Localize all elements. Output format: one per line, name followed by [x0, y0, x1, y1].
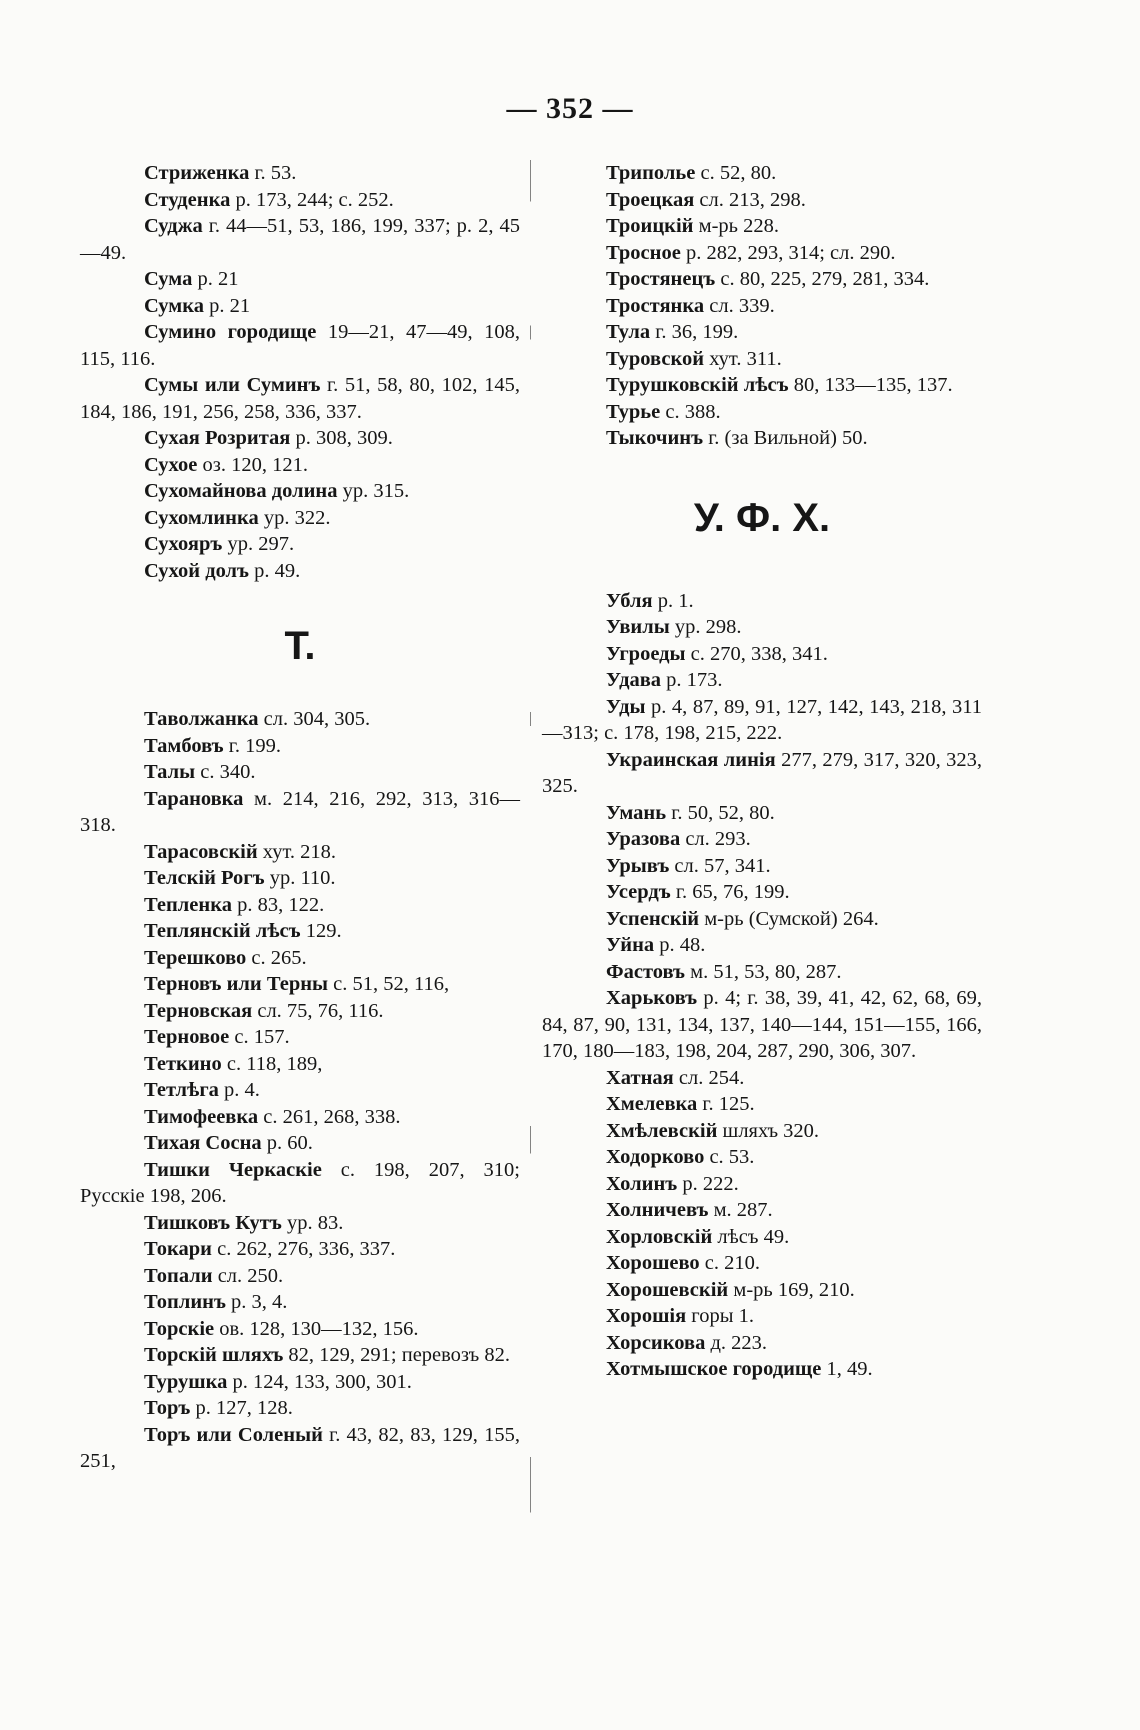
left-entries-bottom	[80, 706, 520, 1475]
index-entry	[80, 1077, 520, 1104]
index-entry	[542, 879, 982, 906]
index-entry-references: м-рь 169, 210.	[728, 1278, 855, 1301]
index-entry-heading: Хорошевскій	[606, 1278, 729, 1301]
index-entry-references: сл. 304, 305.	[258, 708, 371, 730]
index-entry-references: р. 83, 122.	[231, 893, 325, 916]
index-entry-references: хут. 311.	[704, 347, 782, 370]
index-entry-references: ур. 83.	[281, 1211, 344, 1234]
index-entry	[80, 1236, 520, 1263]
index-entry-heading: Сухомайнова долина	[144, 480, 338, 502]
index-entry	[542, 826, 982, 853]
index-entry	[542, 1065, 982, 1092]
index-entry-heading: Тарановка	[144, 787, 244, 810]
index-entry	[542, 1277, 982, 1304]
index-entry-heading: Сухомлинка	[144, 506, 259, 529]
index-entry-heading: Сумино городище	[144, 321, 317, 343]
page-number: — 352 —	[506, 92, 634, 125]
index-entry-heading: Торскій шляхъ	[144, 1344, 284, 1366]
index-entry	[80, 478, 520, 505]
index-entry-heading: Холничевъ	[606, 1199, 709, 1221]
index-entry-references: м. 287.	[708, 1199, 773, 1221]
index-entry-references: г. 125.	[697, 1093, 755, 1115]
index-entry	[542, 614, 982, 641]
index-entry-references: р. 4.	[218, 1079, 260, 1101]
index-entry	[80, 998, 520, 1025]
index-entry-heading: Сухой долъ	[144, 559, 250, 582]
index-entry	[542, 588, 982, 615]
index-entry	[542, 985, 982, 1065]
index-entry	[80, 505, 520, 532]
index-entry-heading: Топлинъ	[144, 1291, 226, 1313]
index-entry-references: р. 21	[192, 268, 239, 290]
index-entry-references: с. 262, 276, 336, 337.	[211, 1238, 396, 1260]
index-entry-references: с. 261, 268, 338.	[258, 1105, 401, 1128]
index-entry-heading: Туровской	[606, 347, 705, 370]
index-entry-heading: Убля	[606, 589, 653, 612]
index-entry-heading: Терешково	[144, 946, 247, 969]
index-entry	[542, 853, 982, 880]
index-entry-heading: Хмелевка	[606, 1093, 698, 1115]
index-entry-heading: Урывъ	[606, 854, 670, 877]
index-entry-references: м. 214, 216, 292, 313, 316—318.	[80, 787, 520, 836]
index-entry-heading: Теплянскій лѣсъ	[144, 920, 301, 942]
index-entry	[80, 733, 520, 760]
index-entry-heading: Тихая Сосна	[144, 1132, 262, 1154]
index-entry	[80, 1369, 520, 1396]
index-entry	[80, 1024, 520, 1051]
index-entry-heading: Тишки Черкаскіе	[144, 1158, 322, 1181]
index-entry	[542, 293, 982, 320]
index-entry	[542, 266, 982, 293]
index-entry-heading: Сухояръ	[144, 533, 223, 555]
index-entry-references: с. 198, 207, 310; Русскіе 198, 206.	[80, 1158, 521, 1207]
index-entry-references: шляхъ 320.	[717, 1119, 820, 1142]
index-entry	[542, 160, 982, 187]
index-entry	[80, 945, 520, 972]
index-entry-heading: Фастовъ	[606, 960, 686, 983]
index-entry-heading: Холинъ	[606, 1172, 678, 1195]
index-entry	[542, 346, 982, 373]
index-entry-references: м-рь 228.	[693, 215, 780, 237]
index-entry-heading: Топали	[144, 1264, 213, 1287]
index-entry-heading: Тишковъ Кутъ	[144, 1211, 282, 1234]
index-entry-references: с. 118, 189,	[221, 1052, 323, 1075]
index-entry-heading: Тепленка	[144, 893, 232, 916]
index-entry-references: г. 53.	[249, 162, 297, 184]
index-entry-heading: Умань	[606, 801, 667, 824]
index-entry	[80, 160, 520, 187]
index-entry-references: с. 265.	[246, 946, 307, 969]
index-entry	[542, 1118, 982, 1145]
index-entry-heading: Увилы	[606, 616, 670, 638]
index-entry-references: р. 1.	[652, 589, 694, 612]
index-entry-heading: Тростянецъ	[606, 268, 716, 290]
left-column	[80, 160, 520, 1475]
index-entry-references: горы 1.	[686, 1305, 754, 1327]
index-entry-heading: Троицкій	[606, 215, 694, 237]
index-entry-heading: Хорошево	[606, 1252, 700, 1274]
index-entry-references: 80, 133—135, 137.	[788, 374, 953, 396]
index-entry-heading: Суджа	[144, 215, 203, 237]
index-entry-references: г. 44—51, 53, 186, 199, 337; р. 2, 45—49.	[80, 215, 520, 264]
index-entry-references: 1, 49.	[821, 1358, 873, 1380]
index-entry-heading: Тетлѣга	[144, 1079, 219, 1101]
index-entry	[80, 425, 520, 452]
index-entry	[80, 865, 520, 892]
index-entry-heading: Сумы или Суминъ	[144, 374, 321, 396]
index-entry-references: р. 60.	[261, 1132, 313, 1154]
index-entry-references: с. 270, 338, 341.	[685, 642, 828, 665]
index-entry-references: с. 210.	[699, 1252, 761, 1274]
index-entry-references: оз. 120, 121.	[197, 453, 308, 476]
index-entry	[542, 1250, 982, 1277]
index-entry-references: р. 3, 4.	[225, 1291, 288, 1313]
index-entry-heading: Тула	[606, 321, 651, 343]
index-entry-references: р. 21	[204, 294, 251, 317]
index-entry	[80, 1395, 520, 1422]
index-entry-references: ур. 298.	[669, 616, 742, 638]
index-entry-heading: Стриженка	[144, 162, 250, 184]
index-entry	[542, 959, 982, 986]
index-entry	[542, 906, 982, 933]
index-entry-heading: Сумка	[144, 294, 204, 317]
index-entry	[80, 1316, 520, 1343]
index-entry-heading: Таволжанка	[144, 708, 259, 730]
index-entry-references: сл. 293.	[680, 828, 751, 850]
index-entry-references: с. 388.	[660, 400, 721, 423]
index-entry-references: г. 199.	[223, 734, 281, 757]
index-entry-references: м-рь (Сумской) 264.	[699, 907, 879, 930]
index-entry-heading: Торъ или Соленый	[144, 1423, 323, 1446]
index-entry-references: с. 340.	[195, 761, 256, 783]
right-entries-bottom	[542, 588, 982, 1383]
section-heading-u-f-kh: У. Ф. Х.	[693, 495, 831, 540]
index-entry-references: г. 65, 76, 199.	[670, 881, 790, 903]
index-entry-references: ур. 297.	[222, 533, 295, 555]
index-entry	[542, 187, 982, 214]
right-entries-top	[542, 160, 982, 452]
index-entry	[80, 1210, 520, 1237]
index-entry-references: с. 157.	[229, 1026, 290, 1048]
index-entry	[542, 1197, 982, 1224]
index-entry	[542, 1144, 982, 1171]
index-entry-references: р. 49.	[249, 559, 301, 582]
index-entry	[542, 667, 982, 694]
index-entry	[80, 971, 520, 998]
index-entry	[542, 694, 982, 747]
index-entry-references: ур. 110.	[264, 867, 336, 889]
index-entry-references: сл. 75, 76, 116.	[252, 999, 384, 1022]
index-entry-heading: Терновое	[144, 1026, 230, 1048]
index-entry	[80, 293, 520, 320]
index-entry-heading: Тыкочинъ	[606, 427, 704, 449]
index-entry-references: р. 4; г. 38, 39, 41, 42, 62, 68, 69, 84, 87, 90, 131, 134, 137, 140—144, 151—155, 166, 170, 180—183, 198, 204, 287, 290, 306, 307.	[542, 987, 982, 1062]
index-entry-heading: Токари	[144, 1238, 212, 1260]
index-entry-references: сл. 213, 298.	[694, 188, 806, 211]
index-entry	[542, 372, 982, 399]
index-entry	[80, 786, 520, 839]
index-entry	[542, 319, 982, 346]
index-entry-references: с. 51, 52, 116,	[328, 973, 450, 995]
index-entry-heading: Терновъ или Терны	[144, 973, 329, 995]
index-entry-heading: Украинская линія	[606, 748, 776, 771]
index-entry-references: сл. 250.	[212, 1264, 284, 1287]
index-entry-heading: Турушка	[144, 1370, 228, 1393]
index-entry	[80, 187, 520, 214]
index-entry-heading: Сухая Розритая	[144, 427, 291, 449]
index-entry-heading: Тросное	[606, 241, 681, 264]
index-entry-references: г. 50, 52, 80.	[666, 801, 775, 824]
index-entry	[80, 1422, 520, 1475]
index-entry	[80, 531, 520, 558]
index-entry-references: с. 80, 225, 279, 281, 334.	[715, 268, 930, 290]
index-entry	[80, 1051, 520, 1078]
index-entry	[80, 266, 520, 293]
index-entry-references: р. 124, 133, 300, 301.	[227, 1370, 412, 1393]
index-entry	[80, 1342, 520, 1369]
index-entry-references: р. 222.	[677, 1172, 739, 1195]
index-entry-references: г. 51, 58, 80, 102, 145, 184, 186, 191, 256, 258, 336, 337.	[80, 374, 520, 423]
index-entry	[80, 759, 520, 786]
index-entry-references: г. 43, 82, 83, 129, 155, 251,	[80, 1423, 520, 1472]
index-entry	[542, 425, 982, 452]
index-entry-references: д. 223.	[705, 1331, 768, 1354]
index-entry	[80, 1130, 520, 1157]
index-entry	[542, 641, 982, 668]
left-entries-top	[80, 160, 520, 584]
index-entry	[80, 918, 520, 945]
index-entry-heading: Уды	[606, 695, 646, 718]
index-entry-references: г. (за Вильной) 50.	[703, 427, 868, 449]
index-entry	[542, 213, 982, 240]
index-entry-references: р. 48.	[654, 934, 706, 956]
index-entry	[80, 213, 520, 266]
index-entry-heading: Тарасовскій	[144, 840, 258, 863]
index-entry	[542, 1171, 982, 1198]
index-entry-heading: Сухое	[144, 453, 198, 476]
index-entry	[80, 558, 520, 585]
index-entry-heading: Сума	[144, 268, 193, 290]
index-entry-references: сл. 339.	[704, 294, 775, 317]
index-entry	[542, 1303, 982, 1330]
index-entry-heading: Хатная	[606, 1066, 674, 1089]
index-entry	[542, 1356, 982, 1383]
index-entry-references: с. 53.	[704, 1146, 755, 1168]
index-entry	[542, 1091, 982, 1118]
index-entry-references: р. 173, 244; с. 252.	[230, 188, 394, 211]
index-entry-references: сл. 57, 341.	[669, 854, 771, 877]
index-entry-heading: Триполье	[606, 162, 696, 184]
index-entry-references: 82, 129, 291; перевозъ 82.	[283, 1344, 511, 1366]
index-entry-heading: Успенскій	[606, 907, 700, 930]
index-entry-heading: Угроеды	[606, 642, 686, 665]
index-entry	[80, 1263, 520, 1290]
right-column	[542, 160, 982, 1383]
index-entry	[542, 747, 982, 800]
index-entry	[542, 399, 982, 426]
index-entry-heading: Тимофеевка	[144, 1105, 259, 1128]
index-entry-heading: Хотмышское городище	[606, 1358, 822, 1380]
index-entry-references: лѣсъ 49.	[712, 1225, 790, 1248]
index-entry-heading: Студенка	[144, 188, 231, 211]
index-entry-heading: Харьковъ	[606, 987, 698, 1009]
index-entry-heading: Троецкая	[606, 188, 695, 211]
index-entry-heading: Торскіе	[144, 1317, 215, 1340]
index-entry-references: г. 36, 199.	[650, 321, 739, 343]
index-entry	[542, 240, 982, 267]
index-entry	[80, 892, 520, 919]
index-entry-heading: Уйна	[606, 934, 655, 956]
index-entry	[80, 839, 520, 866]
index-entry	[80, 1289, 520, 1316]
index-entry-heading: Торъ	[144, 1397, 191, 1419]
index-entry-heading: Уразова	[606, 828, 681, 850]
index-entry-references: м. 51, 53, 80, 287.	[685, 960, 842, 983]
index-entry	[542, 1330, 982, 1357]
index-entry-heading: Усердъ	[606, 881, 671, 903]
index-entry	[80, 452, 520, 479]
index-entry-heading: Талы	[144, 761, 196, 783]
index-entry	[80, 372, 520, 425]
column-divider	[530, 160, 531, 1540]
index-entry-heading: Хорсикова	[606, 1331, 706, 1354]
index-entry-references: с. 52, 80.	[695, 162, 777, 184]
index-entry-heading: Тростянка	[606, 294, 705, 317]
index-entry	[80, 706, 520, 733]
index-entry-heading: Хорошія	[606, 1305, 687, 1327]
index-entry-references: 19—21, 47—49, 108, 115, 116.	[80, 321, 520, 370]
index-entry-references: 277, 279, 317, 320, 323, 325.	[542, 748, 982, 797]
index-entry-heading: Хорловскій	[606, 1225, 713, 1248]
index-entry-heading: Турушковскій лѣсъ	[606, 374, 789, 396]
index-entry-references: 129.	[300, 920, 342, 942]
index-entry-references: р. 282, 293, 314; сл. 290.	[680, 241, 896, 264]
index-entry-heading: Теткино	[144, 1052, 222, 1075]
index-entry-heading: Турье	[606, 400, 661, 423]
index-entry-heading: Тамбовъ	[144, 734, 224, 757]
index-entry-references: ов. 128, 130—132, 156.	[214, 1317, 419, 1340]
index-entry-references: р. 173.	[661, 669, 723, 691]
index-entry	[80, 319, 520, 372]
index-entry-references: р. 308, 309.	[290, 427, 393, 449]
index-entry-heading: Телскій Рогъ	[144, 867, 265, 889]
index-entry	[80, 1104, 520, 1131]
index-entry-references: р. 4, 87, 89, 91, 127, 142, 143, 218, 311—313; с. 178, 198, 215, 222.	[542, 695, 982, 744]
index-entry	[542, 800, 982, 827]
index-entry	[542, 1224, 982, 1251]
section-heading-t: Т.	[284, 624, 316, 668]
section-spacer	[542, 452, 982, 466]
index-entry-heading: Удава	[606, 669, 662, 691]
index-entry-references: сл. 254.	[673, 1066, 745, 1089]
index-entry-references: ур. 315.	[337, 480, 410, 502]
index-entry	[80, 1157, 520, 1210]
index-entry-heading: Терновская	[144, 999, 253, 1022]
index-entry-heading: Ходорково	[606, 1146, 705, 1168]
index-entry-references: ур. 322.	[258, 506, 331, 529]
index-entry-heading: Хмѣлевскій	[606, 1119, 718, 1142]
index-entry-references: р. 127, 128.	[190, 1397, 293, 1419]
index-entry	[542, 932, 982, 959]
index-entry-references: хут. 218.	[257, 840, 337, 863]
